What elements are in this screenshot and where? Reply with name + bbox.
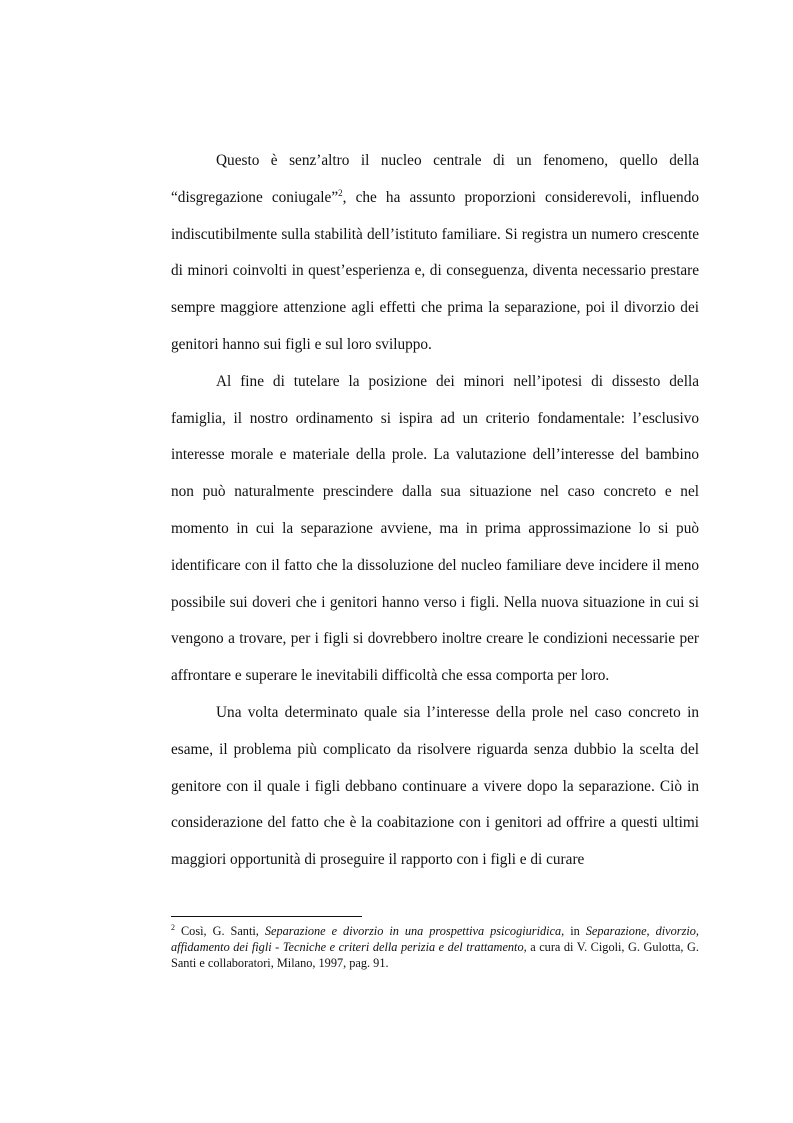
paragraph-1 — [171, 143, 699, 364]
footnote-tail: a cura di V. Cigoli, G. Gulotta, G. Santi e collaboratori, Milano, 1997, pag. 91. — [171, 940, 699, 970]
footnote-separator — [171, 916, 362, 917]
footnote-title-2: Separazione, divorzio, affidamento dei figli - Tecniche e criteri della perizia e del trattamento, — [171, 924, 699, 954]
paragraph-1-text-end: , che ha assunto proporzioni considerevoli, influendo indiscutibilmente sulla stabilità dell’istituto familiare. Si registra un numero crescente di minori coinvolti in quest’esperienza e, di conseguenza, diventa necessario prestare sempre maggiore attenzione agli effetti che prima la separazione, poi il divorzio dei genitori hanno sui figli e sul loro sviluppo. — [171, 188, 699, 353]
paragraph-2: Al fine di tutelare la posizione dei minori nell’ipotesi di dissesto della famiglia, il nostro ordinamento si ispira ad un criterio fondamentale: l’esclusivo interesse morale e materiale della prole. La valutazione dell’interesse del bambino non può naturalmente prescindere dalla sua situazione nel caso concreto e nel momento in cui la separazione avviene, ma in prima approssimazione lo si può identificare con il fatto che la dissoluzione del nucleo familiare deve incidere il meno possibile sui doveri che i genitori hanno verso i figli. Nella nuova situazione in cui si vengono a trovare, per i figli si dovrebbero inoltre creare le condizioni necessarie per affrontare e superare le inevitabili difficoltà che essa comporta per loro. — [171, 372, 699, 685]
body-text — [171, 143, 699, 879]
footnote-number: 2 — [171, 922, 175, 932]
footnote-mid: in — [564, 924, 586, 938]
footnote-intro: Così, G. Santi, — [180, 924, 265, 938]
paragraph-1-text-start: Questo è senz’altro il nucleo centrale di un fenomeno, quello della “disgregazione coniugale” — [171, 152, 699, 206]
footnote-reference: 2 — [338, 187, 343, 198]
footnote — [171, 923, 699, 971]
paragraph-3: Una volta determinato quale sia l’interesse della prole nel caso concreto in esame, il problema più complicato da risolvere riguarda senza dubbio la scelta del genitore con il quale i figli debbano continuare a vivere dopo la separazione. Ciò in considerazione del fatto che è la coabitazione con i genitori ad offrire a questi ultimi maggiori opportunità di proseguire il rapporto con i figli e di curare — [171, 703, 699, 869]
footnote-title-1: Separazione e divorzio in una prospettiva psicogiuridica, — [264, 924, 565, 938]
